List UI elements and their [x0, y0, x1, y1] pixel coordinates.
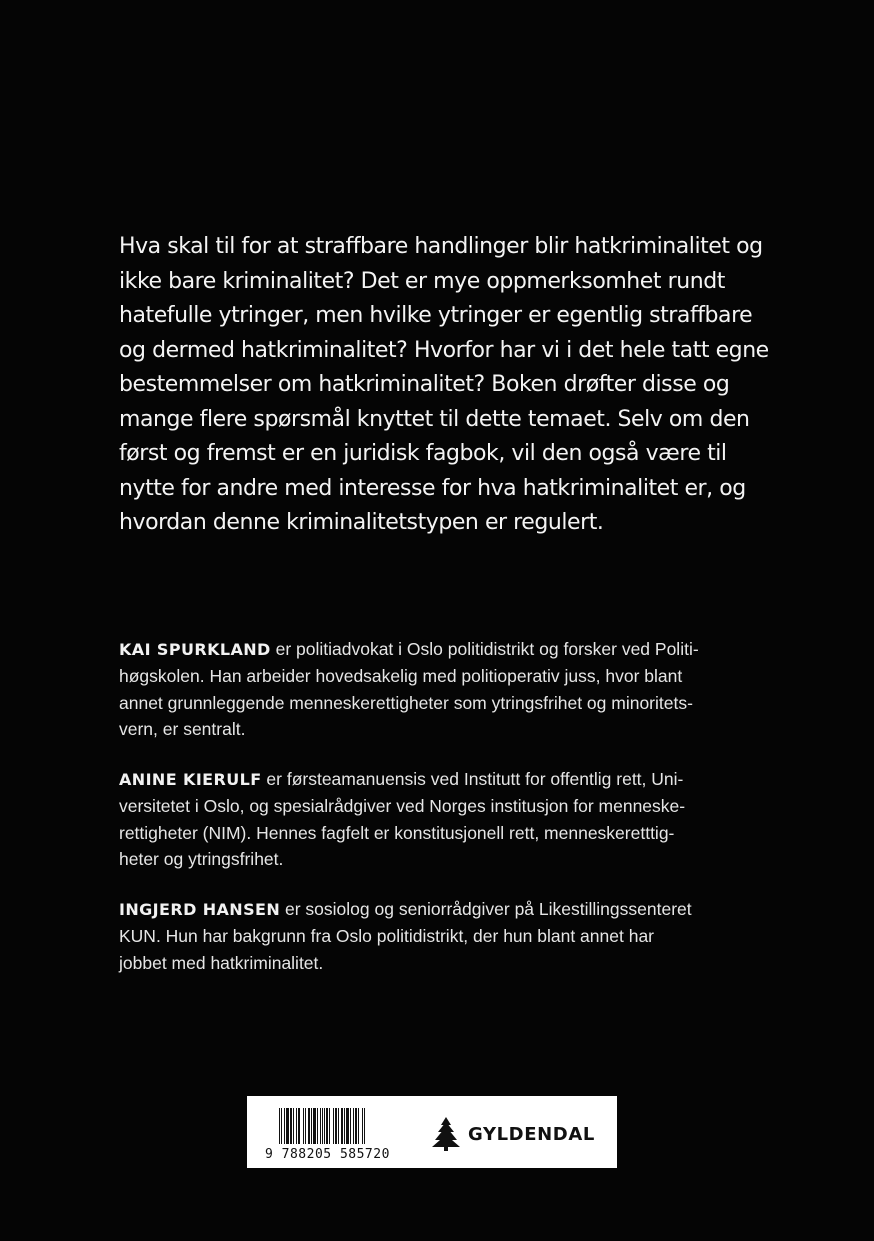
bio-first-line: [119, 636, 759, 663]
blurb-line: nytte for andre med interesse for hva hatkriminalitet er, og: [119, 475, 746, 501]
bio-line: annet grunnleggende menneskerettigheter som ytringsfrihet og minoritets-: [119, 692, 693, 713]
bio-line: heter og ytringsfrihet.: [119, 848, 284, 869]
isbn-barcode: [278, 1108, 405, 1144]
bio-text: er sosiolog og seniorrådgiver på Likestillingssenteret: [280, 899, 692, 919]
bio-line: rettigheter (NIM). Hennes fagfelt er konstitusjonell rett, menneskeretttig-: [119, 822, 675, 843]
book-blurb: [119, 230, 769, 541]
author-bio-spurkland: [119, 636, 759, 742]
barcode-panel: [247, 1096, 617, 1168]
publisher-name: GYLDENDAL: [468, 1124, 595, 1145]
author-bio-kierulf: [119, 766, 759, 872]
bio-text: er politiadvokat i Oslo politidistrikt og forsker ved Politi-: [270, 639, 699, 659]
blurb-line: hvordan denne kriminalitetstypen er regulert.: [119, 510, 604, 535]
blurb-line: og dermed hatkriminalitet? Hvorfor har vi i det hele tatt egne: [119, 337, 769, 363]
blurb-line: Hva skal til for at straffbare handlinger blir hatkriminalitet og: [119, 234, 763, 259]
publisher-logo: [430, 1116, 610, 1152]
blurb-line: mange flere spørsmål knyttet til dette temaet. Selv om den: [119, 406, 750, 432]
author-bio-hansen: [119, 896, 759, 976]
author-name: ANINE KIERULF: [119, 770, 262, 789]
bio-first-line: [119, 896, 759, 923]
author-name: KAI SPURKLAND: [119, 640, 271, 659]
tree-icon: [430, 1116, 462, 1152]
blurb-line: bestemmelser om hatkriminalitet? Boken drøfter disse og: [119, 372, 730, 397]
isbn-digits: 9 788205 585720: [265, 1147, 390, 1162]
blurb-line: først og fremst er en juridisk fagbok, vil den også være til: [119, 441, 727, 466]
bio-text: er førsteamanuensis ved Institutt for offentlig rett, Uni-: [261, 769, 684, 789]
bio-line: høgskolen. Han arbeider hovedsakelig med politioperativ juss, hvor blant: [119, 666, 683, 687]
bio-line: versitetet i Oslo, og spesialrådgiver ved Norges institusjon for menneske-: [119, 796, 686, 817]
bio-line: KUN. Hun har bakgrunn fra Oslo politidistrikt, der hun blant annet har: [119, 926, 655, 947]
blurb-line: hatefulle ytringer, men hvilke ytringer er egentlig straffbare: [119, 303, 753, 328]
bio-first-line: [119, 766, 759, 793]
author-name: INGJERD HANSEN: [119, 900, 281, 919]
bio-line: vern, er sentralt.: [119, 718, 246, 739]
blurb-line: ikke bare kriminalitet? Det er mye oppmerksomhet rundt: [119, 268, 725, 294]
bio-line: jobbet med hatkriminalitet.: [119, 952, 324, 973]
